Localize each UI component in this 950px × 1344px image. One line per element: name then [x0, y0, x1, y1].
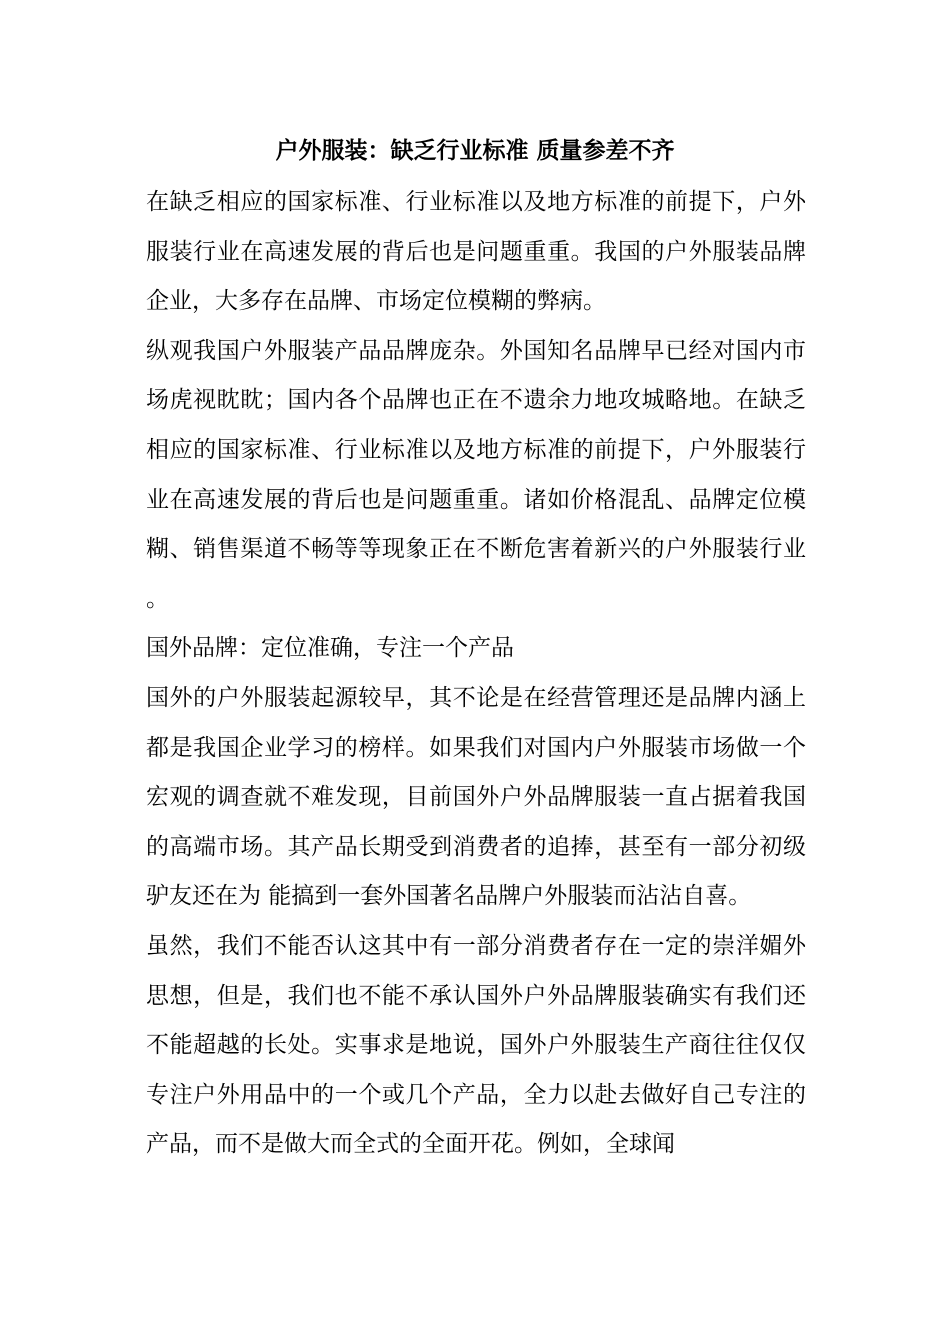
paragraph-intro: 在缺乏相应的国家标准、行业标准以及地方标准的前提下，户外服装行业在高速发展的背后也是问题重重。我国的户外服装品牌企业，大多存在品牌、市场定位模糊的弊病。 — [146, 189, 806, 315]
paragraph-strengths: 虽然，我们不能否认这其中有一部分消费者存在一定的崇洋媚外思想，但是，我们也不能不承认国外户外品牌服装确实有我们还不能超越的长处。实事求是地说，国外户外服装生产商往往仅仅专注户外用品中的一个或几个产品，全力以赴去做好自己专注的产品，而不是做大而全式的全面开花。例如，全球闻 — [146, 932, 806, 1158]
paragraph-foreign-brands: 国外的户外服装起源较早，其不论是在经营管理还是品牌内涵上都是我国企业学习的榜样。如果我们对国内户外服装市场做一个宏观的调查就不难发现，目前国外户外品牌服装一直占据着我国的高端市场。其产品长期受到消费者的追捧，甚至有一部分初级驴友还在为 能搞到一套外国著名品牌户外服装而沾沾自喜。 — [146, 684, 806, 910]
document-title: 户外服装：缺乏行业标准 质量参差不齐 — [275, 137, 675, 164]
document-body — [146, 178, 806, 1170]
section-heading-foreign-brands: 国外品牌：定位准确，专注一个产品 — [146, 635, 514, 662]
paragraph-overview: 纵观我国户外服装产品品牌庞杂。外国知名品牌早已经对国内市场虎视眈眈；国内各个品牌也正在不遗余力地攻城略地。在缺乏相应的国家标准、行业标准以及地方标准的前提下，户外服装行业在高速发展的背后也是问题重重。诸如价格混乱、品牌定位模糊、销售渠道不畅等等现象正在不断危害着新兴的户外服装行业。 — [146, 337, 806, 612]
